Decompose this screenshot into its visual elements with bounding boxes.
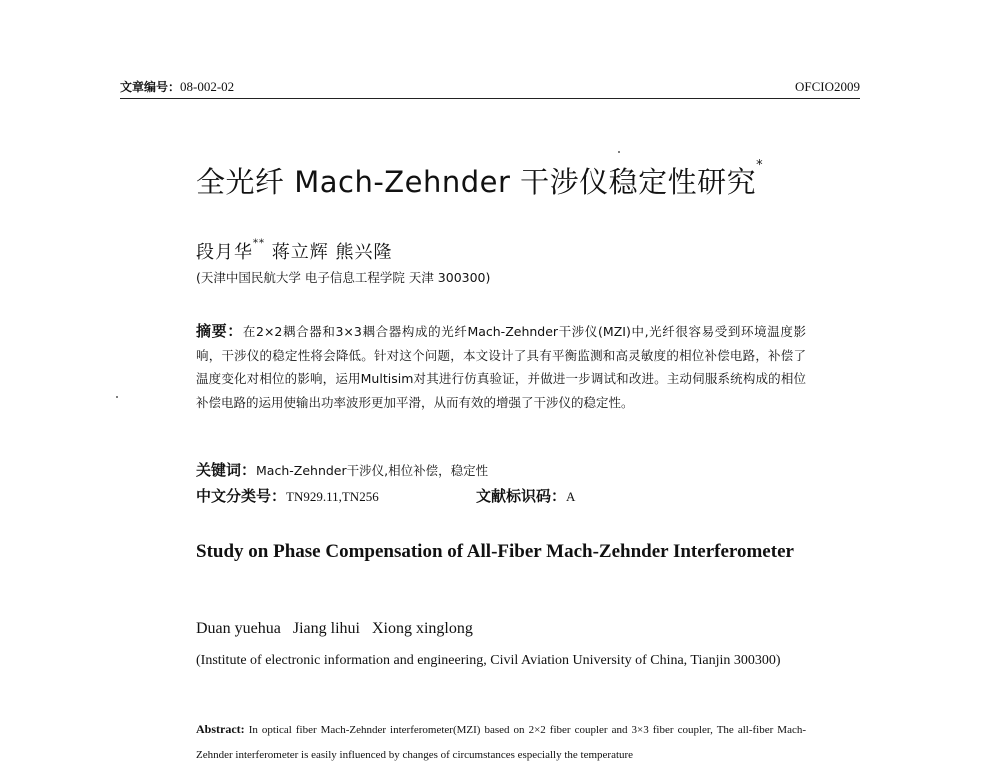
chinese-authors: [196, 238, 392, 264]
english-affiliation: (Institute of electronic information and engineering, Civil Aviation University of China, Tianjin 300300): [196, 653, 781, 668]
first-author: 段月华: [196, 242, 253, 263]
article-number-value: 08-002-02: [180, 79, 235, 94]
article-number-label: 文章编号：: [120, 80, 181, 94]
chinese-affiliation: (天津中国民航大学 电子信息工程学院 天津 300300): [196, 270, 491, 285]
english-abstract-label: Abstract:: [196, 722, 245, 736]
class-number-label: 中文分类号：: [196, 487, 287, 505]
scan-speck: [618, 151, 620, 153]
chinese-keywords: [196, 459, 488, 480]
chinese-abstract-text: 在2×2耦合器和3×3耦合器构成的光纤Mach-Zehnder干涉仪(MZI)中,光纤很容易受到环境温度影响，干涉仪的稳定性将会降低。针对这个问题，本文设计了具有平衡监测和高灵敏度的相位补偿电路，补偿了温度变化对相位的影响，运用Multisim对其进行仿真验证，并做进一步调试和改进。主动伺服系统构成的相位补偿电路的运用使输出功率波形更加平滑，从而有效的增强了干涉仪的稳定性。: [196, 324, 806, 410]
classification-line: [196, 485, 696, 506]
conference-code: OFCIO2009: [794, 79, 860, 94]
chinese-title: [196, 160, 763, 201]
author-footnote-mark: **: [253, 238, 265, 249]
title-footnote-mark: *: [756, 158, 764, 173]
running-header: [120, 78, 860, 99]
chinese-abstract: [196, 320, 806, 414]
class-number-value: TN929.11,TN256: [286, 489, 379, 504]
keywords-text: Mach-Zehnder干涉仪,相位补偿，稳定性: [256, 463, 489, 478]
keywords-label: 关键词：: [196, 461, 257, 479]
english-title: Study on Phase Compensation of All-Fiber Mach-Zehnder Interferometer: [196, 541, 794, 562]
english-abstract-text: In optical fiber Mach-Zehnder interferometer(MZI) based on 2×2 fiber coupler and 3×3 fiber coupler, The all-fiber Mach-Zehnder interferometer is easily influenced by changes of circumstances especially the temperature: [196, 724, 806, 761]
other-authors: 蒋立辉 熊兴隆: [265, 242, 393, 263]
document-code: [476, 485, 575, 506]
scan-speck: [116, 396, 118, 398]
article-number: [120, 78, 234, 95]
english-abstract: [196, 717, 806, 768]
chinese-abstract-label: 摘要：: [196, 322, 243, 340]
chinese-title-text: 全光纤 Mach-Zehnder 干涉仪稳定性研究: [196, 165, 757, 199]
document-code-label: 文献标识码：: [476, 487, 567, 505]
document-code-value: A: [566, 489, 576, 504]
english-authors: Duan yuehua Jiang lihui Xiong xinglong: [196, 620, 473, 637]
